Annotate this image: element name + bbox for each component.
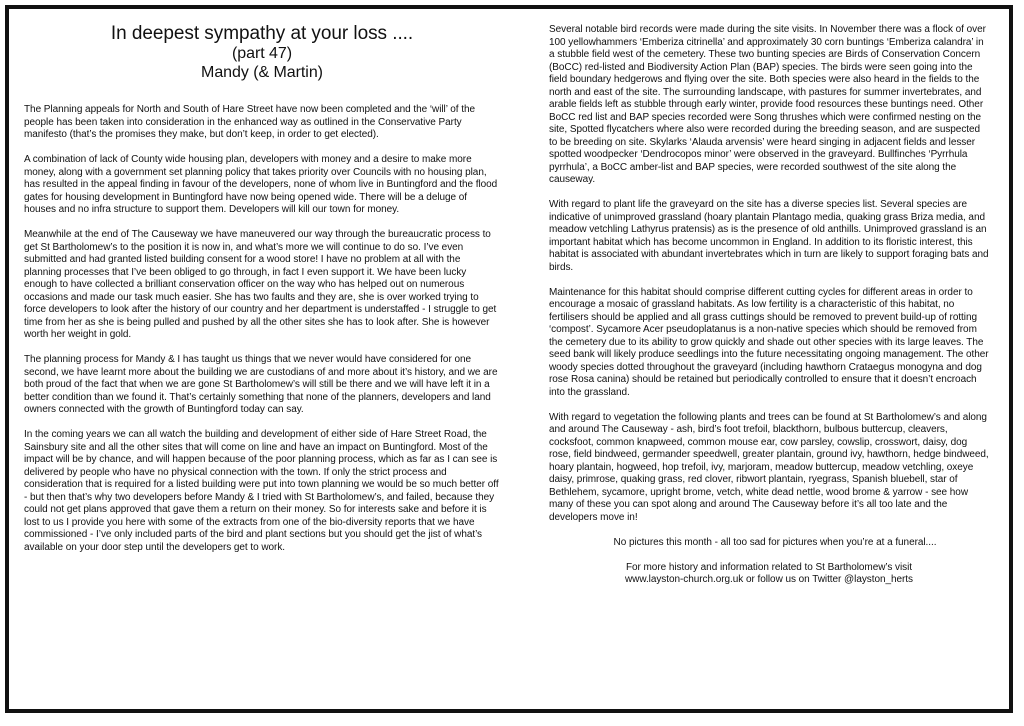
- title-main: In deepest sympathy at your loss ....: [110, 23, 414, 44]
- right-paragraph-3: Maintenance for this habitat should comprise different cutting cycles for different areas in order to encourage a mosaic of grassland habitats. As low fertility is a characteristic of this habitat, no fertilisers should be applied and all grass cuttings should be removed to prevent build-up of rotting ‘compost’. Sycamore Acer pseudoplatanus is a non-native species which should be removed from the cemetery due to its ability to grow quickly and shade out other species with its large leaves. The seed bank will likely produce seedlings into the future necessitating ongoing management. The other woody species dotted throughout the graveyard (including hawthorn Crataegus monogyna and dog rose Rosa canina) should be retained but periodically controlled to ensure that it doesn’t encroach into the grassland.: [549, 286, 989, 398]
- right-paragraph-1: Several notable bird records were made during the site visits. In November there was a flock of over 100 yellowhammers ‘Emberiza citrinella’ and approximately 30 corn buntings ‘Emberiza calandra’ in a stubble field west of the cemetery. These two bunting species are Birds of Conservation Concern (BoCC) red-listed and Biodiversity Action Plan (BAP) species. The birds were seen going into the field boundary hedgerows and flying over the site. Both species were also heard in the fields to the north and east of the site. The surrounding landscape, with pastures for summer invertebrates, and arable fields left as stubble through early winter, provide food resources these buntings need. Other BoCC red list and BAP species recorded were Song thrushes which were confirmed nesting on the site, Spotted flycatchers where also were recorded during the breeding season, and are suspected to be breeding on site. Skylarks ‘Alauda arvensis’ were heard singing in adjacent fields and lesser spotted woodpecker ‘Dendrocopos minor’ were observed in the graveyard. Bullfinches ‘Pyrrhula pyrrhula’, a BoCC amber-list and BAP species, were recorded southwest of the site along the causeway.: [549, 24, 986, 185]
- right-paragraph-2: With regard to plant life the graveyard on the site has a diverse species list. Several species are indicative of unimproved grassland (hoary plantain Plantago media, quaking grass Briza media, and meadow vetchling Lathyrus pratensis) as is the presence of old anthills. Unimproved grassland is an important habitat which has become uncommon in England. In addition to its floristic interest, this habitat is associated with abundant invertebrates which in turn are likely to support foraging bats and birds.: [549, 199, 989, 273]
- title-part: (part 47): [231, 45, 293, 62]
- left-paragraph-4: The planning process for Mandy & I has taught us things that we never would have considered for one second, we have learnt more about the building we are custodians of and more about it’s history, and we are both proud of the fact that when we are gone St Bartholomew’s will still be there and we will have left it in a better condition than we found it. That’s certainly something that none of the planners, developers and land owners connected with the growth of Buntingford today can say.: [24, 354, 498, 415]
- left-paragraph-1: The Planning appeals for North and South of Hare Street have now been completed and the ‘will’ of the people has been taken into consideration in the enhanced way as outlined in the Conservative Party manifesto (that’s the promises they make, but don’t keep, in order to get elected).: [24, 104, 475, 140]
- left-paragraph-2: A combination of lack of County wide housing plan, developers with money and a desire to make more money, along with a government set planning policy that takes priority over Councils with no housing plan, has resulted in the appeal finding in favour of the developers, none of whom live in Buntingford and the flood gates for housing development in Buntingford have now being opened wide. There will be a deluge of houses and no infra structure to support them. Developers will kill our town for money.: [24, 154, 498, 215]
- more-info-block: [549, 562, 989, 587]
- page-frame: [5, 5, 1013, 713]
- no-pictures-note: No pictures this month - all too sad for pictures when you’re at a funeral....: [613, 536, 937, 548]
- more-info-line-1: For more history and information related to St Bartholomew’s visit: [625, 561, 913, 573]
- right-paragraph-4: With regard to vegetation the following plants and trees can be found at St Bartholomew’s and along and around The Causeway - ash, bird’s foot trefoil, blackthorn, bulbous buttercup, cleavers, cocksfoot, common knapweed, common mouse ear, cow parsley, cowslip, crosswort, daisy, dog rose, field bindweed, germander speedwell, greater plantain, ground ivy, hawthorn, hedge bindweed, hoary plantain, hogweed, hop trefoil, ivy, marjoram, meadow buttercup, meadow vetchling, oxeye daisy, primrose, quaking grass, red clover, ribwort plantain, ryegrass, Spanish bluebell, star of Bethlehem, sycamore, upright brome, vetch, white dead nettle, wood brome & yarrow - see how many of these you can spot along and around The Causeway before it’s all too late and the developers move in!: [549, 411, 989, 523]
- right-column: [549, 24, 989, 587]
- left-column: [24, 23, 500, 567]
- left-paragraph-5: In the coming years we can all watch the building and development of either side of Hare Street Road, the Sainsbury site and all the other sites that will come on line and have an impact on Buntingford. Most of the impact will be by chance, and will happen because of the poor planning process, which as far as I can see is delivered by people who have no physical connection with the town. If only the strict process and consideration that is required for a listed building were put into town planning we would be so much better off - but then that’s why two developers before Mandy & I tried with St Bartholomew’s, and failed, because they could not get plans approved that gave them a return on their money. So for interests sake and before it is lost to us I provide you here with some of the extracts from one of the bio-diversity reports that we have commissioned - I’ve only included parts of the bird and plant sections but you should get the jist of what’s available on your door step until the developers get to work.: [24, 429, 499, 553]
- title-authors: Mandy (& Martin): [201, 64, 323, 81]
- more-info-line-2: www.layston-church.org.uk or follow us on Twitter @layston_herts: [624, 574, 913, 585]
- article-title: [24, 23, 500, 82]
- left-paragraph-3: Meanwhile at the end of The Causeway we have maneuvered our way through the bureaucratic process to get St Bartholomew’s to the position it is now in, and what’s more we will continue to do so. I’ve even submitted and had granted listed building consent for a wood store! I have no problem at all with the planning processes that I’ve been obliged to go through, in fact I even support it. We have been lucky enough to have collected a brilliant conservation officer on the way who has helped out on numerous occasions and made our task much easier. She has two faults and they are, she is over worked trying to force developers to look after the history of our country and her department is understaffed - I struggle to get time from her as she is being pulled and pushed by all the other sites she has to look after. She is however worth her weight in gold.: [24, 229, 497, 340]
